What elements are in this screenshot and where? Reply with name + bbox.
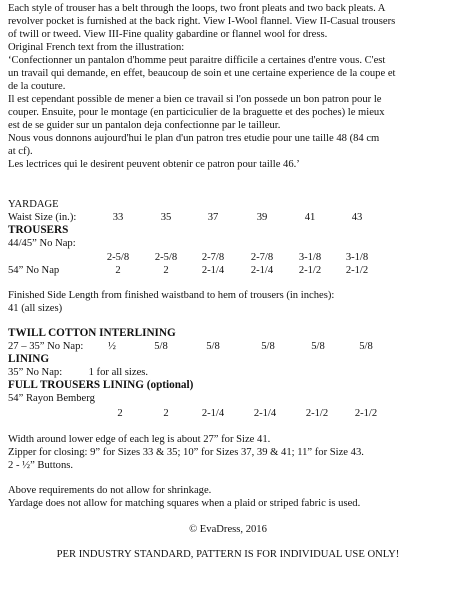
- trousers-row1-value: 3-1/8: [345, 252, 369, 263]
- trousers-heading: TROUSERS: [8, 224, 69, 236]
- size-39: 39: [256, 212, 268, 223]
- trousers-row1-value: 2-7/8: [201, 252, 225, 263]
- trousers-row1-value: 2-5/8: [106, 252, 130, 263]
- trousers-row2-value: 2-1/2: [345, 265, 369, 276]
- intro-line: est de se guider sur un pantalon deja confectionne par le tailleur.: [8, 120, 281, 131]
- full-lining-value: 2-1/4: [253, 408, 277, 419]
- size-33: 33: [112, 212, 124, 223]
- full-lining-label: 54” Rayon Bemberg: [8, 393, 95, 404]
- twill-value: 5/8: [311, 341, 325, 352]
- finished-side-length-value: 41 (all sizes): [8, 303, 63, 314]
- buttons-note: 2 - ½” Buttons.: [8, 460, 74, 471]
- zipper-note: Zipper for closing: 9” for Sizes 33 & 35; 10” for Sizes 37, 39 & 41; 11” for Size 43.: [8, 447, 364, 458]
- intro-line: Les lectrices qui le desirent peuvent obtenir ce patron pour taille 46.’: [8, 159, 300, 170]
- twill-heading: TWILL COTTON INTERLINING: [8, 327, 176, 339]
- twill-label: 27 – 35” No Nap:: [8, 341, 84, 352]
- intro-line: Nous vous donnons aujourd'hui le plan d'un patron tres etudie pour une taille 48 (84 cm: [8, 133, 380, 144]
- lining-text: 35” No Nap: 1 for all sizes.: [8, 367, 149, 378]
- twill-value: ½: [108, 341, 116, 352]
- trousers-row2-value: 2-1/4: [201, 265, 225, 276]
- full-lining-value: 2-1/2: [305, 408, 329, 419]
- twill-value: 5/8: [359, 341, 373, 352]
- intro-line: of twill or tweed. View III-Fine quality gabardine or flannel wool for dress.: [8, 29, 328, 40]
- trousers-row2-value: 2-1/2: [298, 265, 322, 276]
- twill-value: 5/8: [206, 341, 220, 352]
- full-lining-value: 2: [117, 408, 123, 419]
- size-35: 35: [160, 212, 172, 223]
- intro-line: revolver pocket is furnished at the back right. View I-Wool flannel. View II-Casual trousers: [8, 16, 396, 27]
- size-41: 41: [304, 212, 316, 223]
- full-lining-value: 2-1/4: [201, 408, 225, 419]
- usage-notice: PER INDUSTRY STANDARD, PATTERN IS FOR INDIVIDUAL USE ONLY!: [56, 549, 400, 560]
- intro-line: un travail qui demande, en effet, beaucoup de soin et une certaine experience de la coupe et: [8, 68, 396, 79]
- yardage-title: YARDAGE: [8, 199, 59, 210]
- trousers-row1-value: 3-1/8: [298, 252, 322, 263]
- intro-line: at cf).: [8, 146, 33, 157]
- lining-heading: LINING: [8, 353, 50, 365]
- trousers-row2-value: 2: [115, 265, 121, 276]
- finished-side-length-label: Finished Side Length from finished waistband to hem of trousers (in inches):: [8, 290, 335, 301]
- trousers-row2-value: 2-1/4: [250, 265, 274, 276]
- copyright-text: © EvaDress, 2016: [189, 524, 267, 535]
- full-lining-value: 2-1/2: [354, 408, 378, 419]
- intro-line: Each style of trouser has a belt through the loops, two front pleats and two back pleats. A: [8, 3, 386, 14]
- twill-value: 5/8: [261, 341, 275, 352]
- trousers-row1-label: 44/45” No Nap:: [8, 238, 76, 249]
- trousers-row1-value: 2-5/8: [154, 252, 178, 263]
- twill-value: 5/8: [154, 341, 168, 352]
- matching-note: Yardage does not allow for matching squares when a plaid or striped fabric is used.: [8, 498, 361, 509]
- full-lining-value: 2: [163, 408, 169, 419]
- shrinkage-note: Above requirements do not allow for shrinkage.: [8, 485, 212, 496]
- intro-line: de la couture.: [8, 81, 66, 92]
- width-note: Width around lower edge of each leg is about 27” for Size 41.: [8, 434, 271, 445]
- trousers-row2-label: 54” No Nap: [8, 265, 60, 276]
- intro-text: [8, 2, 452, 171]
- trousers-row1-value: 2-7/8: [250, 252, 274, 263]
- full-lining-heading: FULL TROUSERS LINING (optional): [8, 379, 194, 391]
- intro-line: Il est cependant possible de mener a bien ce travail si l'on possede un bon patron pour le: [8, 94, 382, 105]
- size-37: 37: [207, 212, 219, 223]
- intro-line: ‘Confectionner un pantalon d'homme peut paraitre difficile a certaines d'entre vous. C'est: [8, 55, 386, 66]
- intro-line: Original French text from the illustration:: [8, 42, 185, 53]
- waist-size-label: Waist Size (in.):: [8, 212, 77, 223]
- trousers-row2-value: 2: [163, 265, 169, 276]
- size-43: 43: [351, 212, 363, 223]
- intro-line: couper. Ensuite, pour le montage (en particiculier de la braguette et des poches) le mieux: [8, 107, 385, 118]
